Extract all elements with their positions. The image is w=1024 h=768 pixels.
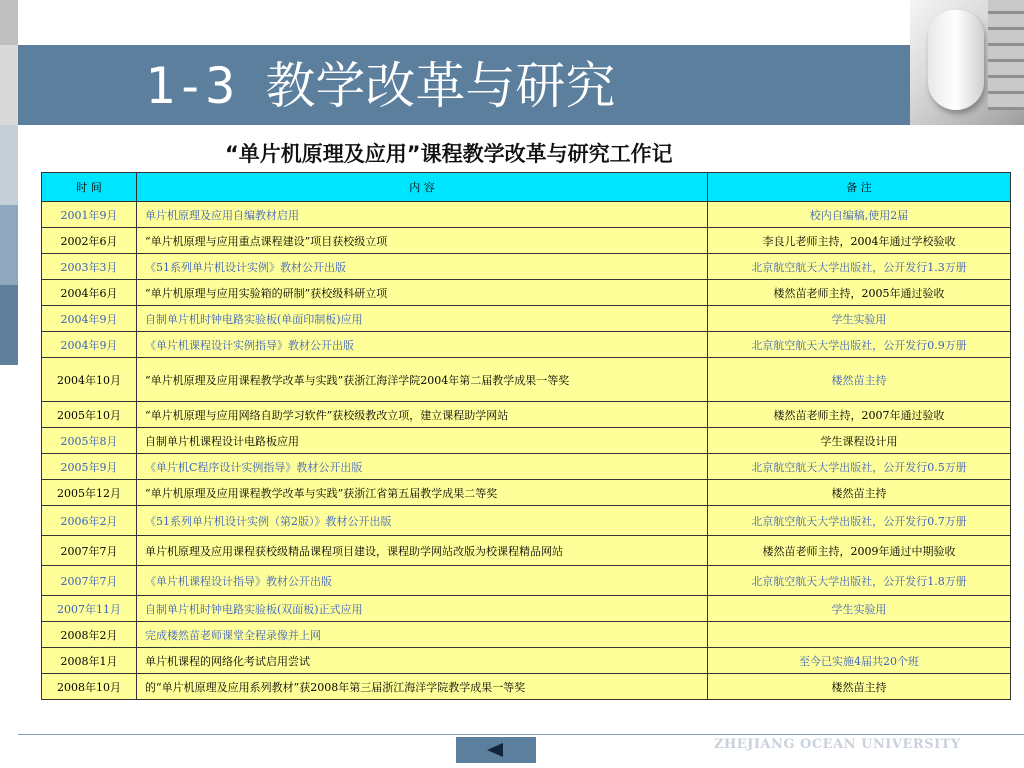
cell-date: 2008年10月: [42, 674, 137, 700]
table-header-row: [42, 173, 1011, 202]
cell-content: 单片机原理及应用自编教材启用: [137, 202, 708, 228]
header-date: 时 间: [42, 173, 137, 202]
cell-content: 《单片机C程序设计实例指导》教材公开出版: [137, 454, 708, 480]
cell-note: 北京航空航天大学出版社，公开发行1.3万册: [708, 254, 1011, 280]
cell-note: 学生实验用: [708, 596, 1011, 622]
table-row: [42, 480, 1011, 506]
cell-note: 楼然苗主持: [708, 480, 1011, 506]
table-row: [42, 402, 1011, 428]
table-row: [42, 454, 1011, 480]
cell-date: 2005年12月: [42, 480, 137, 506]
cell-note: 北京航空航天大学出版社，公开发行0.7万册: [708, 506, 1011, 536]
cell-content: “单片机原理与应用实验箱的研制”获校级科研立项: [137, 280, 708, 306]
cell-content: 自制单片机时钟电路实验板(双面板)正式应用: [137, 596, 708, 622]
previous-arrow-icon: [487, 743, 503, 757]
cell-note: [708, 622, 1011, 648]
cell-date: 2004年6月: [42, 280, 137, 306]
reform-log-table: [41, 172, 1011, 700]
cell-date: 2001年9月: [42, 202, 137, 228]
cell-content: “单片机原理及应用课程教学改革与实践”获浙江省第五届教学成果二等奖: [137, 480, 708, 506]
previous-button[interactable]: [456, 737, 536, 763]
cell-note: 学生实验用: [708, 306, 1011, 332]
cell-date: 2007年7月: [42, 536, 137, 566]
cell-content: 自制单片机时钟电路实验板(单面印制板)应用: [137, 306, 708, 332]
table-row: [42, 332, 1011, 358]
left-decor-bar: [0, 0, 18, 768]
table-row: [42, 228, 1011, 254]
cell-note: 楼然苗老师主持，2007年通过验收: [708, 402, 1011, 428]
cell-note: 北京航空航天大学出版社，公开发行0.5万册: [708, 454, 1011, 480]
cell-content: “单片机原理与应用重点课程建设”项目获校级立项: [137, 228, 708, 254]
cell-note: 楼然苗老师主持，2005年通过验收: [708, 280, 1011, 306]
cell-date: 2008年1月: [42, 648, 137, 674]
table-row: [42, 536, 1011, 566]
cell-note: 北京航空航天大学出版社，公开发行0.9万册: [708, 332, 1011, 358]
header-note: 备 注: [708, 173, 1011, 202]
table-row: [42, 674, 1011, 700]
cell-date: 2002年6月: [42, 228, 137, 254]
cell-content: “单片机原理与应用网络自助学习软件”获校级教改立项，建立课程助学网站: [137, 402, 708, 428]
cell-content: 《51系列单片机设计实例（第2版）》教材公开出版: [137, 506, 708, 536]
cell-date: 2005年8月: [42, 428, 137, 454]
table-row: [42, 596, 1011, 622]
table-row: [42, 428, 1011, 454]
table-row: [42, 280, 1011, 306]
cell-content: 《单片机课程设计实例指导》教材公开出版: [137, 332, 708, 358]
university-footer: ZHEJIANG OCEAN UNIVERSITY: [714, 737, 961, 752]
cell-content: 单片机原理及应用课程获校级精品课程项目建设，课程助学网站改版为校课程精品网站: [137, 536, 708, 566]
cell-date: 2004年10月: [42, 358, 137, 402]
cell-date: 2005年9月: [42, 454, 137, 480]
cell-note: 校内自编稿,使用2届: [708, 202, 1011, 228]
cell-note: 楼然苗老师主持，2009年通过中期验收: [708, 536, 1011, 566]
cell-note: 楼然苗主持: [708, 358, 1011, 402]
cell-content: 完成楼然苗老师课堂全程录像并上网: [137, 622, 708, 648]
cell-date: 2008年2月: [42, 622, 137, 648]
cell-content: “单片机原理及应用课程教学改革与实践”获浙江海洋学院2004年第二届教学成果一等奖: [137, 358, 708, 402]
table-row: [42, 622, 1011, 648]
table-row: [42, 254, 1011, 280]
slide-subtitle: “单片机原理及应用”课程教学改革与研究工作记: [225, 142, 673, 166]
cell-date: 2004年9月: [42, 332, 137, 358]
cell-date: 2004年9月: [42, 306, 137, 332]
cell-note: 至今已实施4届共20个班: [708, 648, 1011, 674]
table-row: [42, 566, 1011, 596]
table-row: [42, 306, 1011, 332]
mouse-keyboard-image: [910, 0, 1024, 125]
table-row: [42, 506, 1011, 536]
cell-date: 2003年3月: [42, 254, 137, 280]
table-row: [42, 358, 1011, 402]
cell-content: 《51系列单片机设计实例》教材公开出版: [137, 254, 708, 280]
cell-date: 2005年10月: [42, 402, 137, 428]
cell-note: 楼然苗主持: [708, 674, 1011, 700]
cell-note: 学生课程设计用: [708, 428, 1011, 454]
table-row: [42, 202, 1011, 228]
cell-date: 2007年7月: [42, 566, 137, 596]
bottom-divider: [18, 734, 1024, 735]
cell-content: 《单片机课程设计指导》教材公开出版: [137, 566, 708, 596]
cell-note: 北京航空航天大学出版社，公开发行1.8万册: [708, 566, 1011, 596]
cell-content: 的“单片机原理及应用系列教材”获2008年第三届浙江海洋学院教学成果一等奖: [137, 674, 708, 700]
table-row: [42, 648, 1011, 674]
cell-date: 2007年11月: [42, 596, 137, 622]
cell-note: 李良儿老师主持，2004年通过学校验收: [708, 228, 1011, 254]
slide-title: 1-3 教学改革与研究: [145, 57, 616, 115]
cell-date: 2006年2月: [42, 506, 137, 536]
cell-content: 单片机课程的网络化考试启用尝试: [137, 648, 708, 674]
cell-content: 自制单片机课程设计电路板应用: [137, 428, 708, 454]
header-content: 内 容: [137, 173, 708, 202]
